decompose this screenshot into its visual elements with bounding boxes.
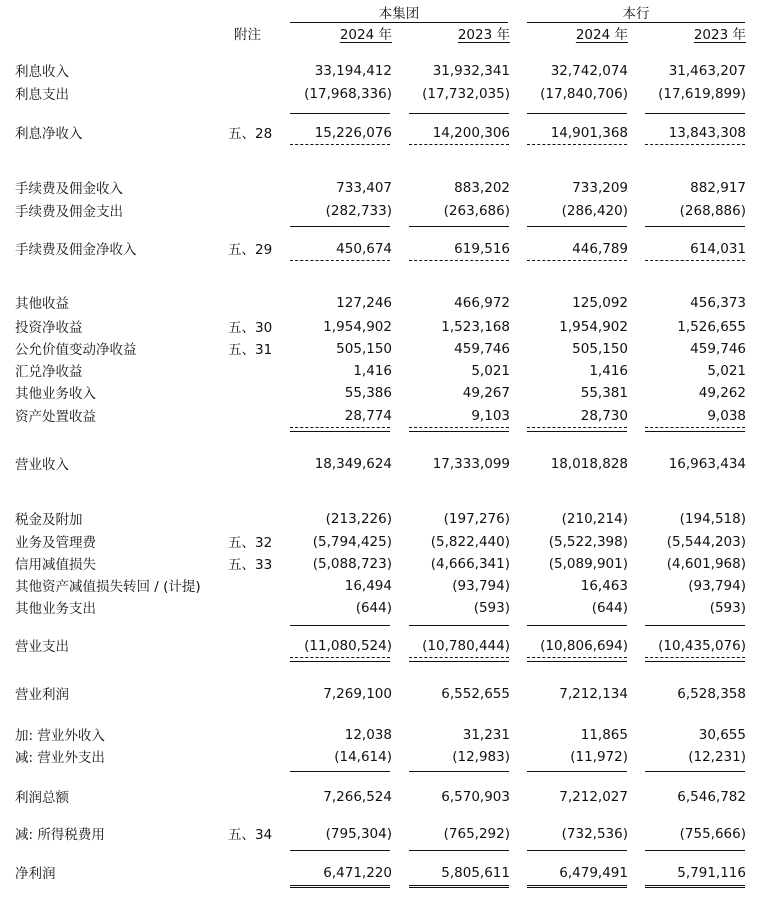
row-value: (12,983) xyxy=(452,749,510,765)
row-label: 营业支出 xyxy=(15,639,69,655)
row-label: 公允价值变动净收益 xyxy=(15,342,137,358)
row-label: 其他业务支出 xyxy=(15,601,96,617)
row-value: (282,733) xyxy=(325,203,392,219)
row-value: (213,226) xyxy=(325,511,392,527)
row-value: (17,619,899) xyxy=(658,86,746,102)
row-value: (194,518) xyxy=(679,511,746,527)
row-value: 30,655 xyxy=(698,727,746,743)
row-value: 5,021 xyxy=(471,363,510,379)
row-value: 55,386 xyxy=(344,385,392,401)
row-value: (5,522,398) xyxy=(548,534,628,550)
row-value: (11,972) xyxy=(570,749,628,765)
row-value: 5,805,611 xyxy=(441,865,510,881)
row-value: 5,791,116 xyxy=(677,865,746,881)
row-value: 1,526,655 xyxy=(677,319,746,335)
year-header-group-2024: 2024 年 xyxy=(339,27,392,43)
row-value: (644) xyxy=(591,600,628,616)
row-value: 55,381 xyxy=(580,385,628,401)
row-value: (795,304) xyxy=(325,826,392,842)
row-value: (12,231) xyxy=(688,749,746,765)
row-value: 456,373 xyxy=(690,295,746,311)
row-value: (197,276) xyxy=(443,511,510,527)
row-value: 5,021 xyxy=(707,363,746,379)
row-value: 882,917 xyxy=(690,180,746,196)
row-value: (593) xyxy=(709,600,746,616)
row-value: 1,954,902 xyxy=(323,319,392,335)
row-label: 汇兑净收益 xyxy=(15,364,83,380)
row-value: 6,570,903 xyxy=(441,789,510,805)
row-value: 16,494 xyxy=(344,578,392,594)
row-value: 11,865 xyxy=(580,727,628,743)
note-column-header: 附注 xyxy=(234,27,261,43)
year-header-bank-2024: 2024 年 xyxy=(575,27,628,43)
row-label: 营业利润 xyxy=(15,687,69,703)
row-value: 505,150 xyxy=(336,341,392,357)
row-value: 14,200,306 xyxy=(432,125,510,141)
row-label: 利息收入 xyxy=(15,64,69,80)
row-value: 127,246 xyxy=(336,295,392,311)
row-value: 33,194,412 xyxy=(314,63,392,79)
row-value: 1,416 xyxy=(589,363,628,379)
row-label: 净利润 xyxy=(15,866,56,882)
row-value: 505,150 xyxy=(572,341,628,357)
row-value: (93,794) xyxy=(452,578,510,594)
row-value: 6,471,220 xyxy=(323,865,392,881)
row-value: (4,666,341) xyxy=(430,556,510,572)
row-note: 五、34 xyxy=(228,827,273,843)
row-note: 五、33 xyxy=(228,557,273,573)
row-value: 6,552,655 xyxy=(441,686,510,702)
row-value: (17,968,336) xyxy=(304,86,392,102)
row-value: 6,528,358 xyxy=(677,686,746,702)
row-value: (4,601,968) xyxy=(666,556,746,572)
row-value: (5,822,440) xyxy=(430,534,510,550)
row-label: 利息支出 xyxy=(15,87,69,103)
row-value: 9,038 xyxy=(707,408,746,424)
row-value: 459,746 xyxy=(690,341,746,357)
row-value: 446,789 xyxy=(572,241,628,257)
row-value: (5,544,203) xyxy=(666,534,746,550)
row-value: 16,963,434 xyxy=(668,456,746,472)
row-value: (93,794) xyxy=(688,578,746,594)
row-label: 减: 所得税费用 xyxy=(15,827,105,843)
row-value: 6,546,782 xyxy=(677,789,746,805)
row-value: 17,333,099 xyxy=(432,456,510,472)
row-value: 9,103 xyxy=(471,408,510,424)
row-label: 减: 营业外支出 xyxy=(15,750,105,766)
bank-header: 本行 xyxy=(527,2,745,23)
row-value: 49,267 xyxy=(462,385,510,401)
row-label: 手续费及佣金收入 xyxy=(15,181,123,197)
row-value: 450,674 xyxy=(336,241,392,257)
row-value: 18,018,828 xyxy=(550,456,628,472)
year-header-bank-2023: 2023 年 xyxy=(693,27,746,43)
row-value: 13,843,308 xyxy=(668,125,746,141)
row-label: 营业收入 xyxy=(15,457,69,473)
row-note: 五、28 xyxy=(228,126,273,142)
row-value: (593) xyxy=(473,600,510,616)
row-value: 1,954,902 xyxy=(559,319,628,335)
row-value: 32,742,074 xyxy=(550,63,628,79)
row-label: 税金及附加 xyxy=(15,512,83,528)
row-value: 7,266,524 xyxy=(323,789,392,805)
row-value: (5,088,723) xyxy=(312,556,392,572)
row-value: 49,262 xyxy=(698,385,746,401)
row-note: 五、31 xyxy=(228,342,273,358)
row-value: (10,780,444) xyxy=(422,638,510,654)
row-value: 7,212,027 xyxy=(559,789,628,805)
row-value: 12,038 xyxy=(344,727,392,743)
row-value: 1,523,168 xyxy=(441,319,510,335)
row-value: 459,746 xyxy=(454,341,510,357)
row-value: (268,886) xyxy=(679,203,746,219)
row-value: 31,932,341 xyxy=(432,63,510,79)
row-value: (210,214) xyxy=(561,511,628,527)
row-value: 18,349,624 xyxy=(314,456,392,472)
row-value: 16,463 xyxy=(580,578,628,594)
row-note: 五、32 xyxy=(228,535,273,551)
row-label: 业务及管理费 xyxy=(15,535,96,551)
row-value: (732,536) xyxy=(561,826,628,842)
row-value: 15,226,076 xyxy=(314,125,392,141)
row-label: 信用减值损失 xyxy=(15,557,96,573)
row-value: 466,972 xyxy=(454,295,510,311)
row-value: (17,840,706) xyxy=(540,86,628,102)
row-value: (11,080,524) xyxy=(304,638,392,654)
row-value: (644) xyxy=(355,600,392,616)
row-value: (17,732,035) xyxy=(422,86,510,102)
row-label: 利润总额 xyxy=(15,790,69,806)
row-value: (263,686) xyxy=(443,203,510,219)
row-value: 125,092 xyxy=(572,295,628,311)
row-value: 733,209 xyxy=(572,180,628,196)
row-value: 7,212,134 xyxy=(559,686,628,702)
row-value: 614,031 xyxy=(690,241,746,257)
row-value: (755,666) xyxy=(679,826,746,842)
row-label: 其他资产减值损失转回 / (计提) xyxy=(15,579,201,595)
row-value: 619,516 xyxy=(454,241,510,257)
row-note: 五、30 xyxy=(228,320,273,336)
row-value: 28,730 xyxy=(580,408,628,424)
row-label: 手续费及佣金支出 xyxy=(15,204,123,220)
row-value: (765,292) xyxy=(443,826,510,842)
group-header: 本集团 xyxy=(290,2,508,23)
row-value: 31,463,207 xyxy=(668,63,746,79)
year-header-group-2023: 2023 年 xyxy=(457,27,510,43)
row-value: (14,614) xyxy=(334,749,392,765)
row-label: 资产处置收益 xyxy=(15,409,96,425)
row-note: 五、29 xyxy=(228,242,273,258)
row-value: (10,806,694) xyxy=(540,638,628,654)
row-label: 其他业务收入 xyxy=(15,386,96,402)
row-value: 1,416 xyxy=(353,363,392,379)
row-value: 14,901,368 xyxy=(550,125,628,141)
row-value: 28,774 xyxy=(344,408,392,424)
row-value: (10,435,076) xyxy=(658,638,746,654)
row-value: (286,420) xyxy=(561,203,628,219)
row-label: 手续费及佣金净收入 xyxy=(15,242,137,258)
row-value: 31,231 xyxy=(462,727,510,743)
row-label: 加: 营业外收入 xyxy=(15,728,105,744)
row-value: (5,089,901) xyxy=(548,556,628,572)
row-value: 883,202 xyxy=(454,180,510,196)
row-value: 733,407 xyxy=(336,180,392,196)
row-label: 其他收益 xyxy=(15,296,69,312)
row-label: 投资净收益 xyxy=(15,320,83,336)
row-label: 利息净收入 xyxy=(15,126,83,142)
row-value: 6,479,491 xyxy=(559,865,628,881)
row-value: (5,794,425) xyxy=(312,534,392,550)
row-value: 7,269,100 xyxy=(323,686,392,702)
